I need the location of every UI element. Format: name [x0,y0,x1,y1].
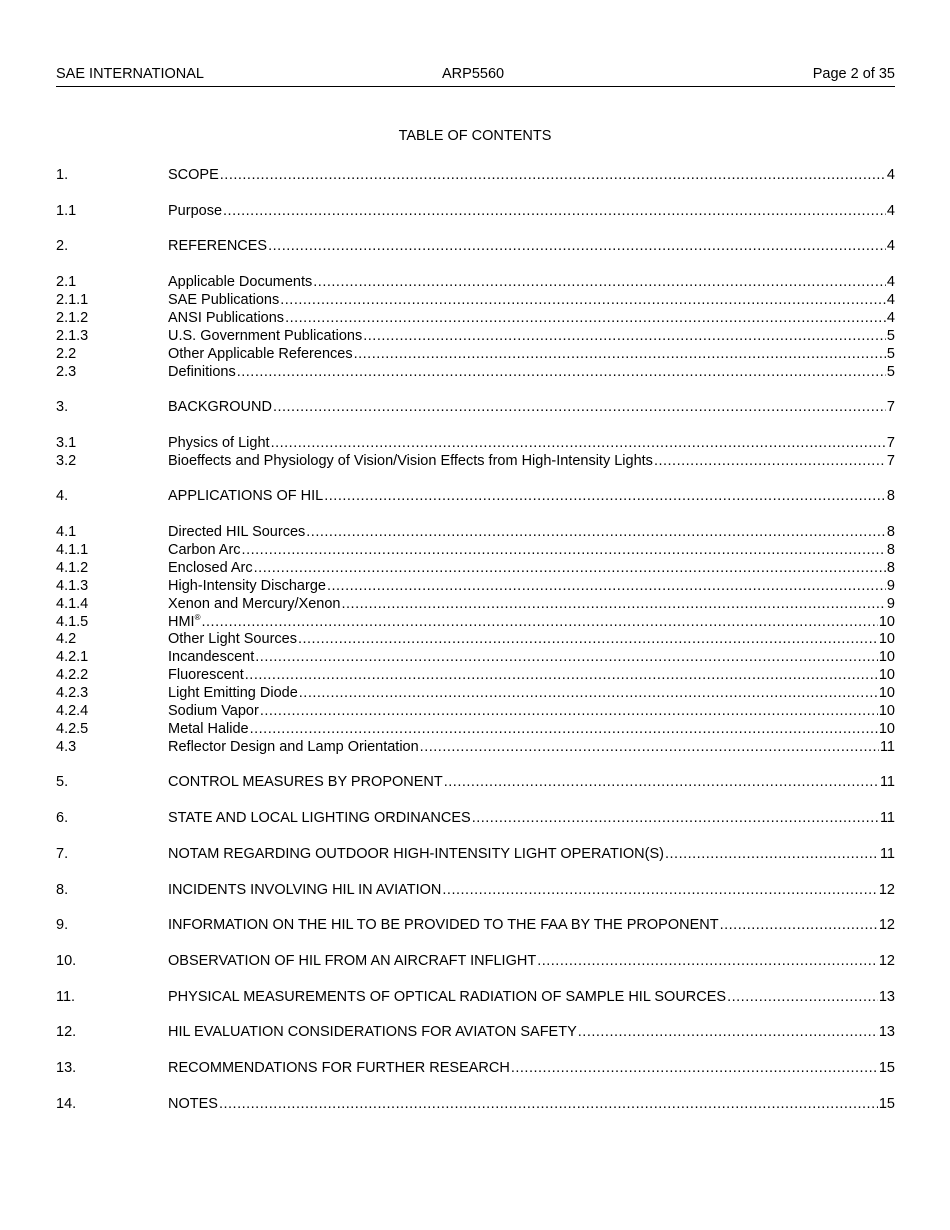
toc-entry-page: 13 [878,1024,895,1040]
toc-entry-label [168,720,249,738]
toc-entry-number: 4.1.1 [56,542,89,558]
toc-entry[interactable] [56,452,895,470]
toc-entry-number: 4.2.3 [56,685,89,701]
toc-entry-number: 12. [56,1024,77,1040]
toc-entry-label-text: NOTES [168,1096,218,1112]
toc-entry-number: 4. [56,488,69,504]
dot-leader [273,398,886,416]
toc-entry-line [168,487,895,505]
toc-entry-label-text: Reflector Design and Lamp Orientation [168,739,419,755]
dot-leader [280,291,886,309]
toc-entry-page: 10 [878,703,895,719]
toc-entry-line [168,237,895,255]
toc-entry-page: 5 [886,364,895,380]
toc-entry-number: 7. [56,846,69,862]
toc-entry[interactable] [56,613,895,631]
toc-entry-label [168,523,305,541]
dot-leader [444,773,879,791]
toc-entry-page: 11 [879,774,895,790]
toc-entry-line [168,773,895,791]
dot-leader [255,648,878,666]
toc-entry-line [168,398,895,416]
dot-leader [299,684,878,702]
toc-entry[interactable] [56,202,895,220]
toc-entry-number: 4.1 [56,524,77,540]
toc-entry-label-text: Metal Halide [168,721,249,737]
organization-name: SAE INTERNATIONAL [56,66,204,82]
toc-entry[interactable] [56,559,895,577]
toc-entry-label [168,1023,577,1041]
toc-entry-line [168,809,895,827]
toc-entry-page: 4 [886,292,895,308]
toc-entry-page: 7 [886,435,895,451]
toc-entry-label-text: RECOMMENDATIONS FOR FURTHER RESEARCH [168,1060,510,1076]
toc-entry-number: 4.1.3 [56,578,89,594]
toc-entry-page: 10 [878,631,895,647]
toc-entry-label [168,916,719,934]
dot-leader [342,595,886,613]
dot-leader [220,166,886,184]
toc-entry-label [168,595,341,613]
toc-entry-label [168,952,536,970]
toc-entry-line [168,630,895,648]
toc-entry[interactable] [56,166,895,184]
toc-entry-label [168,327,362,345]
dot-leader [537,952,878,970]
toc-entry[interactable] [56,398,895,416]
toc-entry-page: 10 [878,685,895,701]
toc-entry-label [168,738,419,756]
dot-leader [727,988,878,1006]
toc-entry[interactable] [56,345,895,363]
toc-entry-label [168,1095,218,1113]
toc-entry-page: 4 [886,238,895,254]
dot-leader [420,738,879,756]
dot-leader [260,702,878,720]
document-id: ARP5560 [442,66,505,82]
toc-entry-label-text: SAE Publications [168,292,280,308]
toc-entry-page: 4 [886,203,895,219]
toc-entry[interactable] [56,487,895,505]
toc-entry[interactable] [56,666,895,684]
toc-entry-label [168,202,222,220]
toc-entry-line [168,452,895,470]
toc-entry-line [168,648,895,666]
toc-entry-label-text: Purpose [168,203,223,219]
page-indicator: Page 2 of 35 [812,66,895,82]
toc-entry-label [168,684,298,702]
toc-entry[interactable] [56,577,895,595]
toc-entry[interactable] [56,809,895,827]
toc-entry-number: 2.3 [56,364,77,380]
toc-entry-page: 12 [878,917,895,933]
dot-leader [254,559,886,577]
toc-entry-number: 13. [56,1060,77,1076]
page-header [56,66,895,87]
toc-entry-label [168,166,219,184]
toc-entry-page: 10 [878,721,895,737]
toc-entry-page: 8 [886,560,895,576]
toc-entry-number: 4.1.2 [56,560,89,576]
toc-entry-page: 11 [879,739,895,755]
toc-entry-page: 15 [878,1096,895,1112]
toc-entry-number: 4.2.5 [56,721,89,737]
toc-entry-label [168,559,253,577]
toc-entry-page: 4 [886,274,895,290]
dot-leader [285,309,886,327]
toc-entry-label-text: INCIDENTS INVOLVING HIL IN AVIATION [168,882,442,898]
toc-entry-line [168,1059,895,1077]
toc-entry-line [168,291,895,309]
toc-entry-page: 5 [886,328,895,344]
toc-entry-label-text: Bioeffects and Physiology of Vision/Vision Effects from High-Intensity Lights [168,453,653,469]
dot-leader [237,363,886,381]
toc-entry-label-text: HIL EVALUATION CONSIDERATIONS FOR AVIATON SAFETY [168,1024,577,1040]
dot-leader [219,1095,878,1113]
toc-entry-number: 4.2.4 [56,703,89,719]
toc-entry-label-text: Sodium Vapor [168,703,259,719]
toc-entry[interactable] [56,845,895,863]
toc-entry[interactable] [56,1023,895,1041]
toc-entry-label-text: APPLICATIONS OF HIL [168,488,324,504]
toc-entry-number: 3.2 [56,453,77,469]
toc-entry-label-text: BACKGROUND [168,399,272,415]
toc-entry-number: 6. [56,810,69,826]
toc-entry[interactable] [56,523,895,541]
toc-entry-line [168,613,895,631]
toc-entry-line [168,684,895,702]
dot-leader [511,1059,878,1077]
toc-title: TABLE OF CONTENTS [398,128,552,144]
toc-entry-line [168,845,895,863]
toc-entry-number: 2.1 [56,274,77,290]
toc-entry-label [168,273,312,291]
dot-leader [271,434,886,452]
dot-leader [442,881,877,899]
toc-entry-line [168,166,895,184]
toc-entry-label-text: STATE AND LOCAL LIGHTING ORDINANCES [168,810,471,826]
toc-entry-label [168,613,201,631]
toc-entry[interactable] [56,738,895,756]
toc-entry-number: 4.1.5 [56,614,89,630]
toc-entry-line [168,273,895,291]
toc-entry-number: 5. [56,774,69,790]
dot-leader [578,1023,878,1041]
toc-entry[interactable] [56,237,895,255]
toc-entry-page: 8 [886,488,895,504]
toc-entry[interactable] [56,916,895,934]
dot-leader [720,916,878,934]
toc-entry-number: 2.2 [56,346,77,362]
toc-entry-page: 10 [878,614,895,630]
toc-entry-label-text: Other Light Sources [168,631,297,647]
toc-entry-label [168,988,726,1006]
dot-leader [654,452,886,470]
toc-entry-page: 4 [886,167,895,183]
toc-entry-line [168,1095,895,1113]
toc-entry-label-text: Directed HIL Sources [168,524,306,540]
toc-entry-page: 9 [886,578,895,594]
toc-entry-label [168,881,441,899]
toc-entry[interactable] [56,648,895,666]
toc-entry[interactable] [56,684,895,702]
toc-entry-label [168,809,471,827]
toc-entry-label-text: Fluorescent [168,667,244,683]
toc-entry-page: 12 [878,953,895,969]
dot-leader [327,577,886,595]
toc-entry-number: 2.1.2 [56,310,89,326]
toc-entry[interactable] [56,988,895,1006]
toc-entry[interactable] [56,1059,895,1077]
toc-entry-line [168,952,895,970]
toc-entry-line [168,327,895,345]
toc-entry-label-text: OBSERVATION OF HIL FROM AN AIRCRAFT INFLIGHT [168,953,537,969]
toc-entry[interactable] [56,541,895,559]
toc-entry-page: 8 [886,542,895,558]
dot-leader [298,630,878,648]
toc-entry-label [168,845,664,863]
toc-entry-number: 2. [56,238,69,254]
toc-entry-label-text: Xenon and Mercury/Xenon [168,596,341,612]
toc-entry-page: 9 [886,596,895,612]
toc-entry-label [168,702,259,720]
toc-entry-page: 10 [878,667,895,683]
toc-entry-label-text: REFERENCES [168,238,268,254]
dot-leader [324,487,886,505]
dot-leader [245,666,878,684]
toc-entry-label [168,291,279,309]
toc-entry-label [168,345,353,363]
toc-entry-line [168,345,895,363]
toc-entry-label-text: U.S. Government Publications [168,328,363,344]
toc-entry[interactable] [56,273,895,291]
toc-entry-page: 8 [886,524,895,540]
toc-entry-label [168,648,254,666]
toc-entry[interactable] [56,630,895,648]
toc-entry[interactable] [56,773,895,791]
dot-leader [665,845,879,863]
toc-entry-line [168,541,895,559]
toc-entry-line [168,738,895,756]
toc-entry-number: 4.2.1 [56,649,89,665]
toc-entry-number: 4.1.4 [56,596,89,612]
toc-entry-number: 2.1.1 [56,292,89,308]
toc-entry-label [168,363,236,381]
toc-entry-line [168,988,895,1006]
toc-entry-label-text: Enclosed Arc [168,560,253,576]
toc-entry-number: 10. [56,953,77,969]
toc-entry-line [168,881,895,899]
dot-leader [202,613,878,631]
toc-entry-line [168,577,895,595]
toc-entry-line [168,666,895,684]
toc-entry-page: 5 [886,346,895,362]
toc-entry-label-text: Carbon Arc [168,542,241,558]
toc-entry-line [168,523,895,541]
dot-leader [242,541,886,559]
toc-entry-line [168,702,895,720]
toc-entry-number: 4.3 [56,739,77,755]
toc-entry-line [168,309,895,327]
registered-mark: ® [194,613,201,623]
toc-entry-number: 4.2.2 [56,667,89,683]
toc-entry[interactable] [56,309,895,327]
toc-entry-page: 12 [878,882,895,898]
toc-entry-number: 3. [56,399,69,415]
toc-entry-label-text: INFORMATION ON THE HIL TO BE PROVIDED TO THE FAA BY THE PROPONENT [168,917,719,933]
toc-entry[interactable] [56,291,895,309]
toc-entry-label [168,398,272,416]
toc-entry[interactable] [56,1095,895,1113]
toc-entry-line [168,559,895,577]
toc-entry-label-text: NOTAM REGARDING OUTDOOR HIGH-INTENSITY LIGHT OPERATION(S) [168,846,664,862]
toc-entry-label-text: ANSI Publications [168,310,285,326]
toc-entry-label [168,773,443,791]
dot-leader [223,202,886,220]
toc-entry-label [168,434,270,452]
toc-entry-page: 10 [878,649,895,665]
dot-leader [472,809,879,827]
toc-entry-label-text: Physics of Light [168,435,270,451]
toc-entry-number: 2.1.3 [56,328,89,344]
toc-entry-label [168,452,653,470]
toc-entry-line [168,434,895,452]
toc-entry-line [168,363,895,381]
toc-entry-label-text: Light Emitting Diode [168,685,298,701]
toc-entry-number: 11. [56,989,76,1005]
toc-entry-number: 1.1 [56,203,77,219]
toc-entry-label [168,630,297,648]
toc-entry-line [168,720,895,738]
toc-entry-line [168,916,895,934]
toc-entry[interactable] [56,952,895,970]
toc-entry-number: 8. [56,882,69,898]
toc-entry-label-text: Applicable Documents [168,274,313,290]
toc-entry-page: 11 [879,846,895,862]
toc-entry-label-text: High-Intensity Discharge [168,578,326,594]
toc-entry[interactable] [56,702,895,720]
dot-leader [268,237,886,255]
toc-entry-number: 1. [56,167,69,183]
toc-entry-label [168,487,323,505]
toc-entry[interactable] [56,595,895,613]
toc-entry-line [168,1023,895,1041]
toc-entry[interactable] [56,720,895,738]
toc-entry[interactable] [56,881,895,899]
dot-leader [306,523,886,541]
toc-entry-label-text: Incandescent [168,649,255,665]
toc-entry-page: 13 [878,989,895,1005]
toc-entry-line [168,595,895,613]
toc-entry-label [168,577,326,595]
toc-entry-label-text: Other Applicable References [168,346,353,362]
toc-entry-label-text: PHYSICAL MEASUREMENTS OF OPTICAL RADIATION OF SAMPLE HIL SOURCES [168,989,727,1005]
dot-leader [363,327,886,345]
toc-entry-label [168,309,284,327]
toc-entry-number: 4.2 [56,631,77,647]
toc-entry-label-text: SCOPE [168,167,219,183]
toc-entry-page: 7 [886,453,895,469]
toc-entry-number: 3.1 [56,435,77,451]
toc-entry-label-text: CONTROL MEASURES BY PROPONENT [168,774,443,790]
toc-entry-label [168,666,244,684]
toc-entry-page: 11 [879,810,895,826]
toc-entry-page: 15 [878,1060,895,1076]
toc-entry[interactable] [56,327,895,345]
toc-entry-line [168,202,895,220]
toc-entry-label [168,541,241,559]
dot-leader [313,273,886,291]
toc-entry-label [168,1059,510,1077]
toc-entry-label-text: HMI [168,614,195,630]
toc-entry-label [168,237,267,255]
toc-entry[interactable] [56,434,895,452]
toc-entry-page: 4 [886,310,895,326]
toc-entry-page: 7 [886,399,895,415]
toc-entry-number: 9. [56,917,69,933]
dot-leader [354,345,886,363]
toc-entry-label-text: Definitions [168,364,236,380]
dot-leader [250,720,878,738]
toc-entry-number: 14. [56,1096,77,1112]
toc-entry[interactable] [56,363,895,381]
